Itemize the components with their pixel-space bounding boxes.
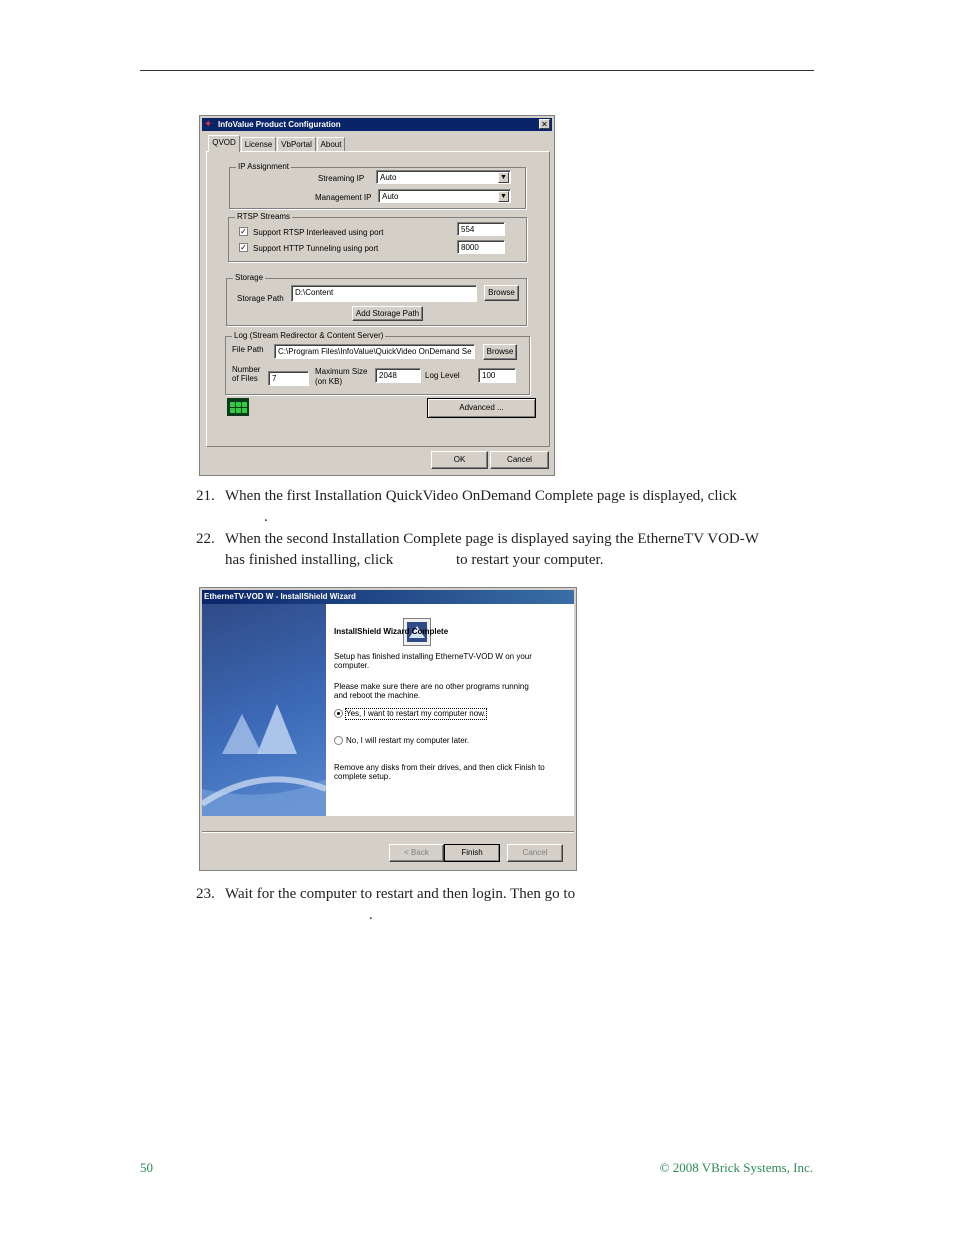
tab-vbportal[interactable]: VbPortal xyxy=(277,137,316,151)
log-level-input[interactable] xyxy=(478,368,516,383)
tab-about[interactable]: About xyxy=(317,137,345,151)
restart-later-radio[interactable] xyxy=(334,736,343,745)
http-tunneling-checkbox[interactable]: ✓ xyxy=(240,243,247,252)
restart-now-label[interactable]: Yes, I want to restart my computer now. xyxy=(346,709,486,718)
storage-browse-button[interactable]: Browse xyxy=(484,285,519,301)
storage-path-label: Storage Path xyxy=(237,294,284,303)
num-files-value: 7 xyxy=(272,374,277,383)
streaming-ip-value: Auto xyxy=(380,173,397,182)
log-file-path-input[interactable] xyxy=(274,344,475,359)
management-ip-value: Auto xyxy=(382,192,399,201)
num-files-label-line2: of Files xyxy=(232,374,258,383)
max-size-value: 2048 xyxy=(379,371,397,380)
product-configuration-dialog xyxy=(199,115,555,476)
wizard-heading: InstallShield Wizard Complete xyxy=(334,627,449,636)
dialog-title: InfoValue Product Configuration xyxy=(218,120,341,129)
storage-path-input[interactable] xyxy=(291,285,477,302)
copyright: © 2008 VBrick Systems, Inc. xyxy=(659,1160,813,1175)
step-21-text: When the first Installation QuickVideo OnDemand Complete page is displayed, click xyxy=(225,488,737,504)
wizard-titlebar[interactable] xyxy=(202,590,574,604)
back-button[interactable]: < Back xyxy=(389,844,444,862)
wizard-banner-graphic-icon xyxy=(202,604,326,816)
cancel-button[interactable]: Cancel xyxy=(490,451,549,469)
rtsp-interleaved-port-value: 554 xyxy=(461,225,475,234)
wizard-p3-line1: Remove any disks from their drives, and then click Finish to xyxy=(334,763,545,772)
management-ip-select[interactable] xyxy=(378,189,511,203)
tab-license[interactable]: License xyxy=(241,137,276,151)
tab-qvod[interactable]: QVOD xyxy=(208,135,240,152)
app-icon: ✦ xyxy=(204,119,213,130)
rtsp-streams-title: RTSP Streams xyxy=(237,212,291,221)
wizard-p2-line1: Please make sure there are no other programs running xyxy=(334,682,529,691)
step-22-line2a: has finished installing, click xyxy=(225,552,394,568)
wizard-button-separator xyxy=(202,831,574,833)
dialog-titlebar[interactable] xyxy=(202,118,552,131)
log-title: Log (Stream Redirector & Content Server) xyxy=(234,331,384,340)
http-tunneling-label: Support HTTP Tunneling using port xyxy=(253,244,379,253)
log-browse-button[interactable]: Browse xyxy=(483,344,517,360)
streaming-ip-select[interactable] xyxy=(376,170,511,184)
finish-button[interactable]: Finish xyxy=(444,844,500,862)
storage-title: Storage xyxy=(235,273,264,282)
wizard-p1-line2: computer. xyxy=(334,661,370,670)
step-21-end: . xyxy=(264,509,268,525)
storage-path-value: D:\Content xyxy=(295,288,334,297)
management-ip-label: Management IP xyxy=(315,193,372,202)
wizard-cancel-button[interactable]: Cancel xyxy=(507,844,563,862)
max-size-input[interactable] xyxy=(375,368,421,383)
rtsp-interleaved-checkbox[interactable]: ✓ xyxy=(240,227,247,236)
infovalue-logo-icon xyxy=(227,398,249,416)
http-tunneling-port-input[interactable] xyxy=(457,240,505,254)
step-22-line1: When the second Installation Complete page is displayed saying the EtherneTV VOD-W xyxy=(225,531,759,547)
step-21-number: 21. xyxy=(196,488,215,504)
restart-now-radio[interactable] xyxy=(334,709,343,718)
step-22-number: 22. xyxy=(196,531,215,547)
step-22-line2b: to restart your computer. xyxy=(456,552,604,568)
log-level-value: 100 xyxy=(482,371,496,380)
restart-later-label[interactable]: No, I will restart my computer later. xyxy=(346,736,470,745)
page-number: 50 xyxy=(140,1160,153,1175)
wizard-p3-line2: complete setup. xyxy=(334,772,391,781)
step-23-end: . xyxy=(369,907,373,923)
chevron-down-icon[interactable]: ▼ xyxy=(498,172,509,183)
rtsp-interleaved-port-input[interactable] xyxy=(457,222,505,236)
ip-assignment-title: IP Assignment xyxy=(238,162,289,171)
chevron-down-icon[interactable]: ▼ xyxy=(498,191,509,202)
ok-button[interactable]: OK xyxy=(431,451,488,469)
log-level-label: Log Level xyxy=(425,371,460,380)
num-files-input[interactable] xyxy=(268,371,309,386)
num-files-label-line1: Number xyxy=(232,365,261,374)
add-storage-path-button[interactable]: Add Storage Path xyxy=(352,306,423,321)
max-size-label-line1: Maximum Size xyxy=(315,367,368,376)
close-icon[interactable]: ✕ xyxy=(539,119,550,129)
header-rule xyxy=(140,70,814,71)
installshield-wizard-dialog xyxy=(199,587,577,871)
wizard-side-banner xyxy=(202,604,326,816)
wizard-content xyxy=(326,604,574,816)
log-file-path-label: File Path xyxy=(232,345,264,354)
log-file-path-value: C:\Program Files\InfoValue\QuickVideo OnDemand Se xyxy=(278,347,472,356)
step-23-number: 23. xyxy=(196,886,215,902)
max-size-label-line2: (on KB) xyxy=(315,377,343,386)
wizard-p2-line2: and reboot the machine. xyxy=(334,691,421,700)
step-23-text: Wait for the computer to restart and then login. Then go to xyxy=(225,886,576,902)
rtsp-interleaved-label: Support RTSP Interleaved using port xyxy=(253,228,384,237)
advanced-button[interactable]: Advanced ... xyxy=(427,398,536,418)
wizard-title: EtherneTV-VOD W - InstallShield Wizard xyxy=(204,592,356,601)
http-tunneling-port-value: 8000 xyxy=(461,243,479,252)
wizard-p1-line1: Setup has finished installing EtherneTV-VOD W on your xyxy=(334,652,532,661)
streaming-ip-label: Streaming IP xyxy=(318,174,365,183)
